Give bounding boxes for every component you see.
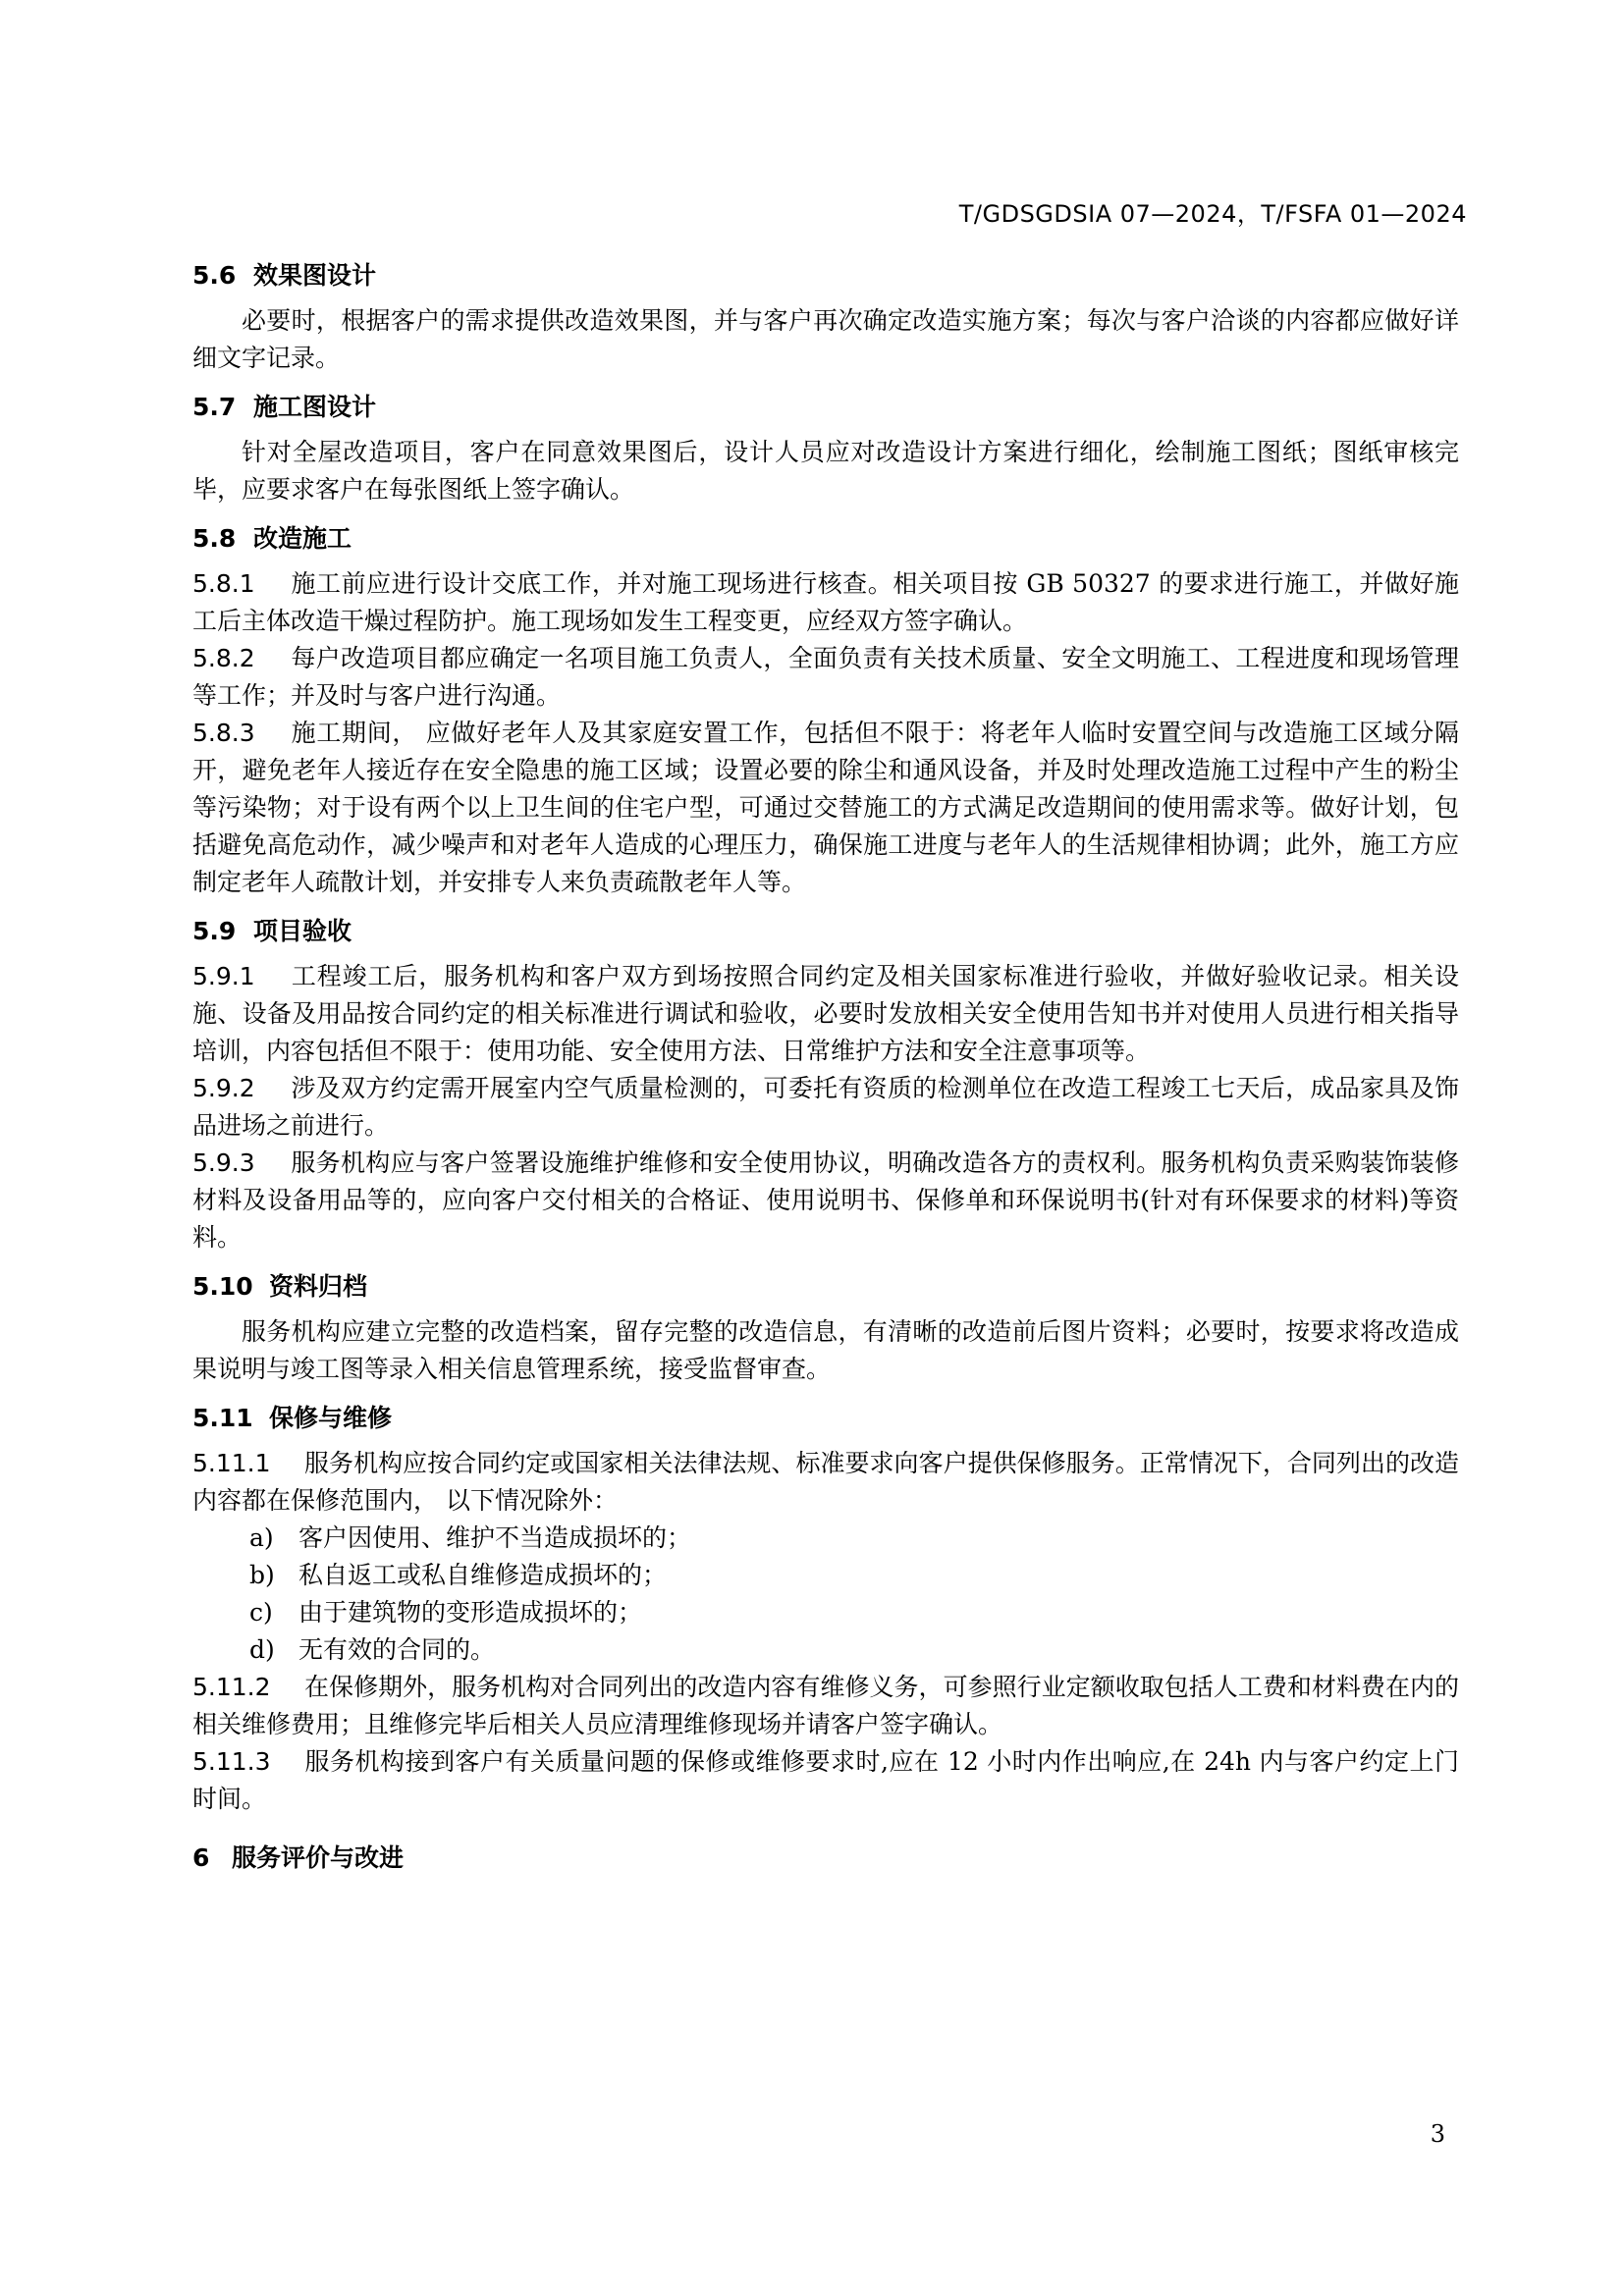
section-number: 5.7 [192,393,237,421]
section-title: 资料归档 [269,1272,368,1301]
list-item [192,1520,1459,1557]
section-heading-5-11 [192,1400,1459,1437]
section-heading-5-10 [192,1268,1459,1306]
clause-number: 5.8.3 [192,719,255,747]
clause-text: 施工期间， 应做好老年人及其家庭安置工作，包括但不限于：将老年人临时安置空间与改造施工区域分隔开，避免老年人接近存在安全隐患的施工区域；设置必要的除尘和通风设备，并及时处理改造施工过程中产生的粉尘等污染物；对于设有两个以上卫生间的住宅户型，可通过交替施工的方式满足改造期间的使用需求等。做好计划，包括避免高危动作，减少噪声和对老年人造成的心理压力，确保施工进度与老年人的生活规律相协调；此外，施工方应制定老年人疏散计划，并安排专人来负责疏散老年人等。 [192,719,1459,896]
section-number: 5.10 [192,1272,253,1301]
clause-number: 5.11.2 [192,1673,271,1701]
section-title: 效果图设计 [253,261,377,290]
clause-5-11-2 [192,1669,1459,1743]
paragraph-5-10: 服务机构应建立完整的改造档案，留存完整的改造信息，有清晰的改造前后图片资料；必要时，按要求将改造成果说明与竣工图等录入相关信息管理系统，接受监督审查。 [192,1317,1459,1383]
clause-text: 在保修期外，服务机构对合同列出的改造内容有维修义务，可参照行业定额收取包括人工费和材料费在内的相关维修费用；且维修完毕后相关人员应清理维修现场并请客户签字确认。 [192,1673,1459,1738]
section-number: 5.9 [192,917,237,945]
clause-5-8-2 [192,640,1459,715]
list-text: 私自返工或私自维修造成损坏的； [298,1561,668,1589]
clause-text: 工程竣工后，服务机构和客户双方到场按照合同约定及相关国家标准进行验收，并做好验收记录。相关设施、设备及用品按合同约定的相关标准进行调试和验收，必要时发放相关安全使用告知书并对使用人员进行相关指导培训，内容包括但不限于：使用功能、安全使用方法、日常维护方法和安全注意事项等。 [192,962,1459,1065]
clause-number: 5.9.2 [192,1074,255,1102]
clause-5-11-1 [192,1445,1459,1520]
chapter-title: 服务评价与改进 [232,1843,405,1872]
paragraph-5-6: 必要时，根据客户的需求提供改造效果图，并与客户再次确定改造实施方案；每次与客户洽谈的内容都应做好详细文字记录。 [192,306,1459,372]
document-code: T/GDSGDSIA 07—2024，T/FSFA 01—2024 [958,200,1467,228]
list-text: 由于建筑物的变形造成损坏的； [298,1598,643,1627]
list-item [192,1594,1459,1631]
section-title: 施工图设计 [253,393,377,421]
section-number: 5.8 [192,524,237,553]
section-title: 改造施工 [253,524,352,553]
section-title: 项目验收 [253,917,352,945]
clause-text: 施工前应进行设计交底工作，并对施工现场进行核查。相关项目按 GB 50327 的要求进行施工，并做好施工后主体改造干燥过程防护。施工现场如发生工程变更，应经双方签字确认。 [192,569,1459,635]
section-heading-5-8 [192,520,1459,558]
list-item [192,1631,1459,1669]
section-heading-5-6 [192,257,1459,294]
list-marker: b) [249,1561,275,1589]
clause-5-11-3 [192,1743,1459,1818]
clause-number: 5.11.1 [192,1449,271,1477]
clause-text: 服务机构应与客户签署设施维护维修和安全使用协议，明确改造各方的责权利。服务机构负责采购装饰装修材料及设备用品等的，应向客户交付相关的合格证、使用说明书、保修单和环保说明书(针对有环保要求的材料)等资料。 [192,1148,1459,1252]
section-title: 保修与维修 [269,1404,393,1432]
chapter-heading-6 [192,1840,1459,1877]
clause-text: 服务机构应按合同约定或国家相关法律法规、标准要求向客户提供保修服务。正常情况下，合同列出的改造内容都在保修范围内， 以下情况除外： [192,1449,1459,1515]
chapter-number: 6 [192,1843,210,1872]
clause-number: 5.9.3 [192,1148,255,1177]
section-heading-5-9 [192,913,1459,950]
clause-text: 每户改造项目都应确定一名项目施工负责人，全面负责有关技术质量、安全文明施工、工程进度和现场管理等工作；并及时与客户进行沟通。 [192,644,1459,710]
section-number: 5.11 [192,1404,253,1432]
list-marker: d) [249,1635,275,1664]
clause-number: 5.11.3 [192,1747,271,1776]
list-text: 客户因使用、维护不当造成损坏的； [298,1523,692,1552]
clause-number: 5.9.1 [192,962,255,990]
clause-text: 涉及双方约定需开展室内空气质量检测的，可委托有资质的检测单位在改造工程竣工七天后，成品家具及饰品进场之前进行。 [192,1074,1459,1140]
paragraph-5-7: 针对全屋改造项目，客户在同意效果图后，设计人员应对改造设计方案进行细化，绘制施工图纸；图纸审核完毕，应要求客户在每张图纸上签字确认。 [192,438,1459,504]
clause-number: 5.8.1 [192,569,255,598]
clause-5-9-2 [192,1070,1459,1145]
list-marker: a) [249,1523,274,1552]
section-number: 5.6 [192,261,237,290]
list-text: 无有效的合同的。 [298,1635,496,1664]
section-heading-5-7 [192,389,1459,426]
clause-number: 5.8.2 [192,644,255,672]
clause-5-9-1 [192,958,1459,1070]
clause-text: 服务机构接到客户有关质量问题的保修或维修要求时,应在 12 小时内作出响应,在 24h 内与客户约定上门时间。 [192,1747,1459,1813]
clause-5-8-3 [192,715,1459,901]
document-body [192,257,1459,1877]
clause-5-8-1 [192,565,1459,640]
list-marker: c) [249,1598,273,1627]
list-item [192,1557,1459,1594]
page-number: 3 [1430,2120,1445,2148]
clause-5-9-3 [192,1145,1459,1256]
